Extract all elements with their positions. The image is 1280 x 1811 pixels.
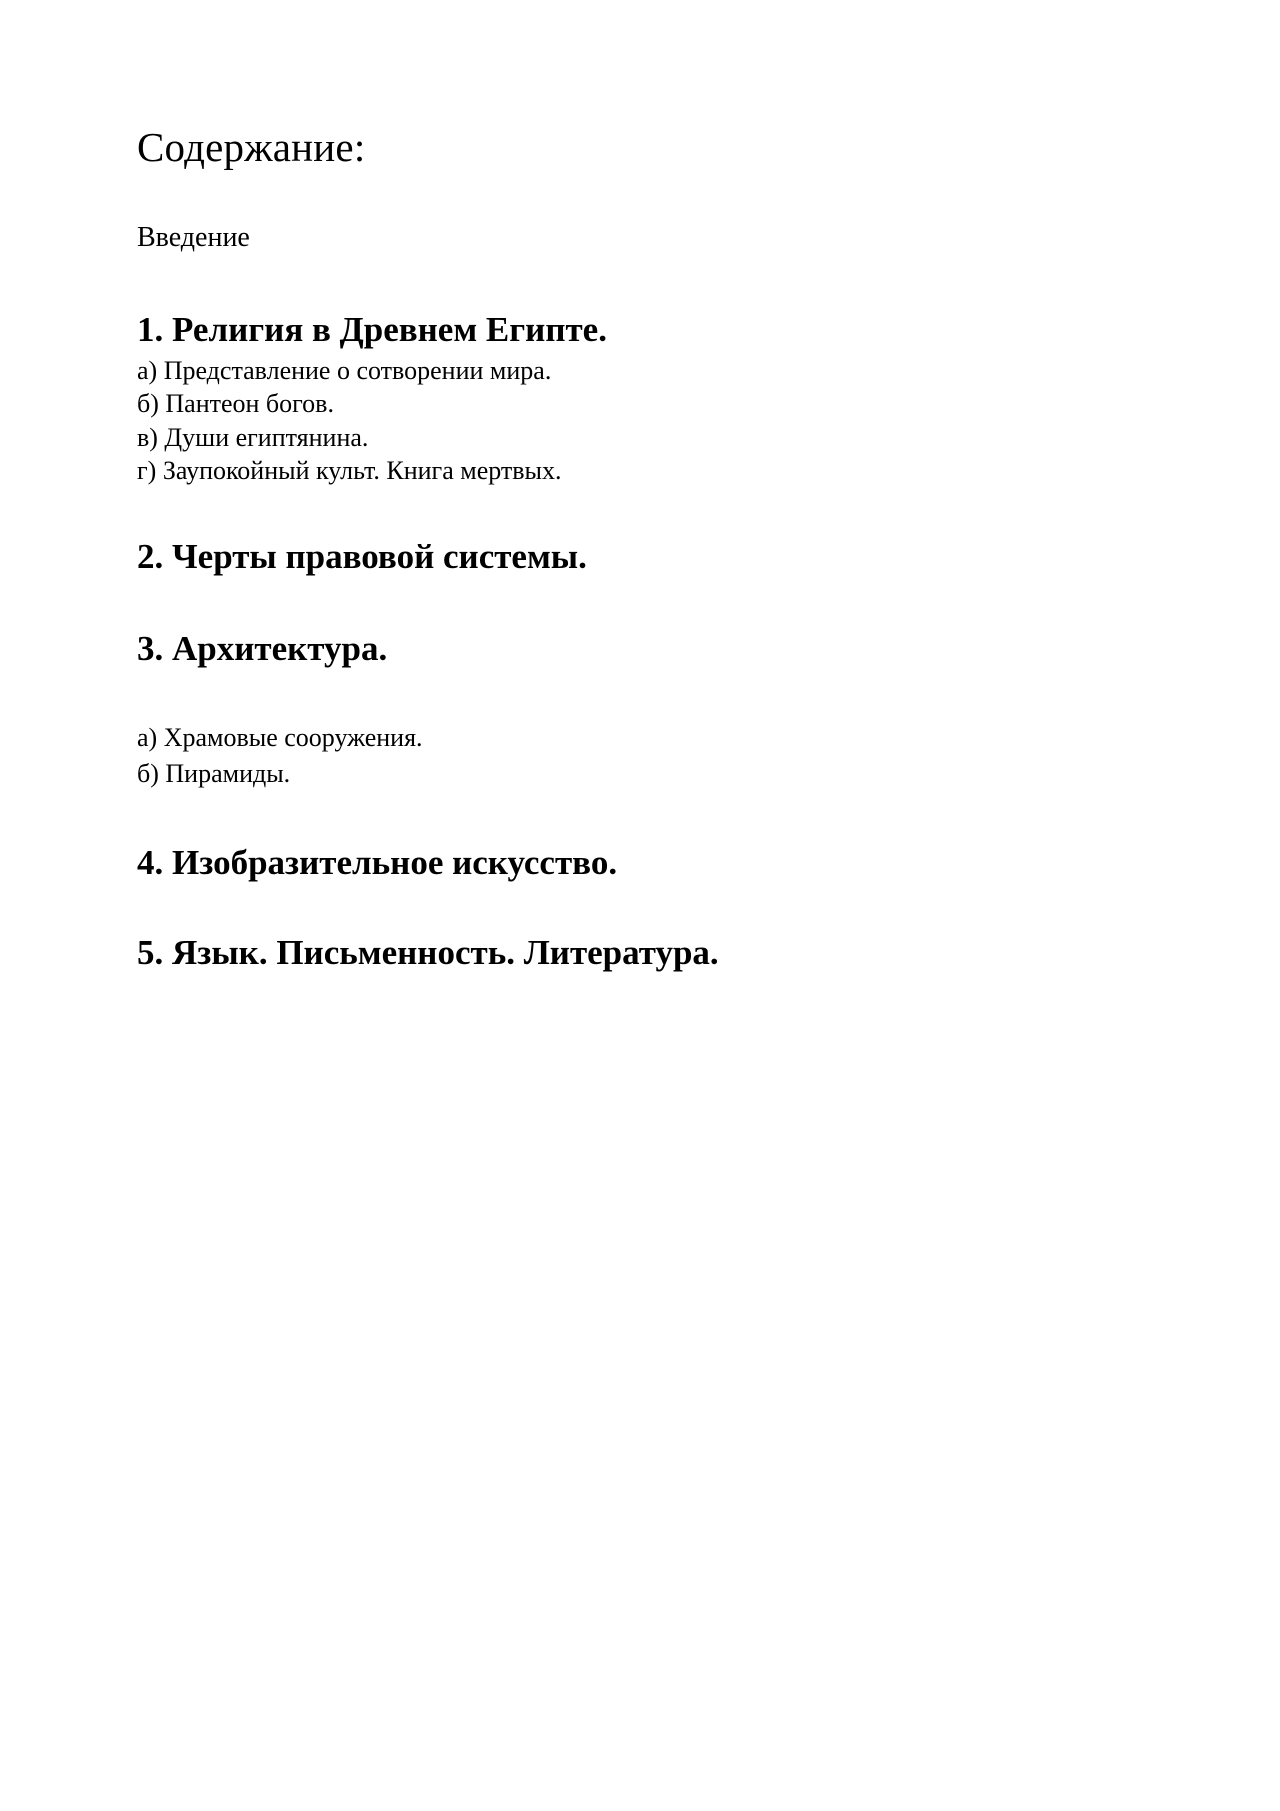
toc-title: Содержание: bbox=[137, 124, 366, 170]
subsection-pantheon: б) Пантеон богов. bbox=[137, 389, 334, 418]
section-heading-architecture: 3. Архитектура. bbox=[137, 629, 388, 668]
subsection-creation-of-world: а) Представление о сотворении мира. bbox=[137, 356, 552, 385]
subsection-temples: а) Храмовые сооружения. bbox=[137, 723, 423, 752]
subsection-souls: в) Души египтянина. bbox=[137, 423, 369, 452]
subsection-funerary-cult: г) Заупокойный культ. Книга мертвых. bbox=[137, 456, 562, 485]
subsection-pyramids: б) Пирамиды. bbox=[137, 759, 291, 788]
section-heading-legal-system: 2. Черты правовой системы. bbox=[137, 537, 587, 576]
section-heading-religion: 1. Религия в Древнем Египте. bbox=[137, 310, 607, 349]
toc-intro: Введение bbox=[137, 222, 250, 253]
section-heading-fine-art: 4. Изобразительное искусство. bbox=[137, 843, 618, 882]
section-heading-language-literature: 5. Язык. Письменность. Литература. bbox=[137, 933, 719, 972]
